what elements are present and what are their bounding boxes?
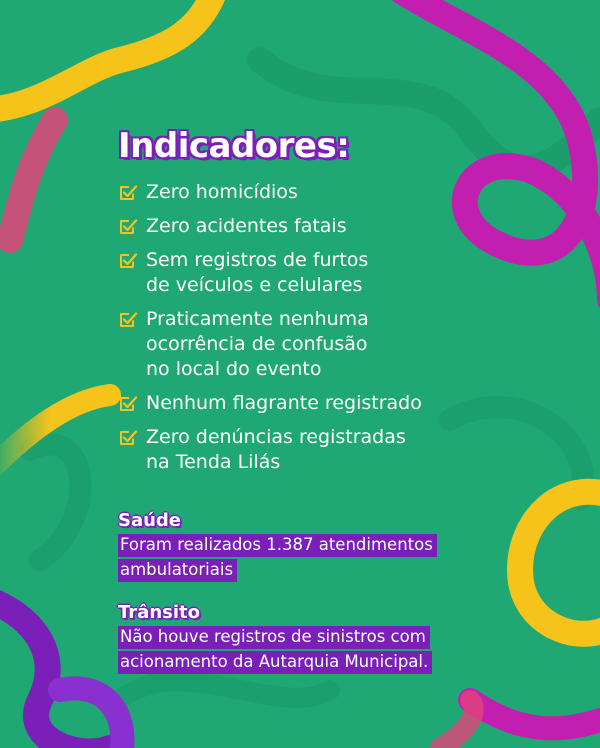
indicator-text: na Tenda Lilás [146,451,281,473]
indicator-text: no local do evento [146,358,322,380]
highlight-line: ambulatoriais [118,559,237,582]
indicator-text: ocorrência de confusão [146,333,368,355]
checkbox-check-icon [118,394,138,414]
checkbox-check-icon [118,428,138,448]
checkbox-check-icon [118,251,138,271]
indicators-block [118,124,558,484]
indicator-text: Nenhum flagrante registrado [146,392,422,414]
indicator-text: Zero denúncias registradas [146,426,406,448]
indicator-text: Praticamente nenhuma [146,308,369,330]
health-text [118,534,437,584]
indicator-item [118,391,558,416]
indicator-list [118,180,558,475]
indicator-text: Zero acidentes fatais [146,215,347,237]
checkbox-check-icon [118,183,138,203]
indicator-item [118,248,558,298]
indicator-item [118,307,558,382]
checkbox-check-icon [118,310,138,330]
page-title: Indicadores: [118,126,350,166]
indicator-text: Zero homicídios [146,181,298,203]
indicator-text: Sem registros de furtos [146,249,369,271]
checkbox-check-icon [118,217,138,237]
traffic-section [118,602,432,676]
health-title: Saúde [118,510,182,531]
indicator-item [118,214,558,239]
indicator-item [118,180,558,205]
traffic-text [118,626,432,676]
indicator-text: de veículos e celulares [146,274,363,296]
health-section [118,510,437,584]
highlight-line: Não houve registros de sinistros com [118,626,430,649]
highlight-line: Foram realizados 1.387 atendimentos [118,534,437,557]
traffic-title: Trânsito [118,602,200,623]
indicator-item [118,425,558,475]
highlight-line: acionamento da Autarquia Municipal. [118,651,432,674]
